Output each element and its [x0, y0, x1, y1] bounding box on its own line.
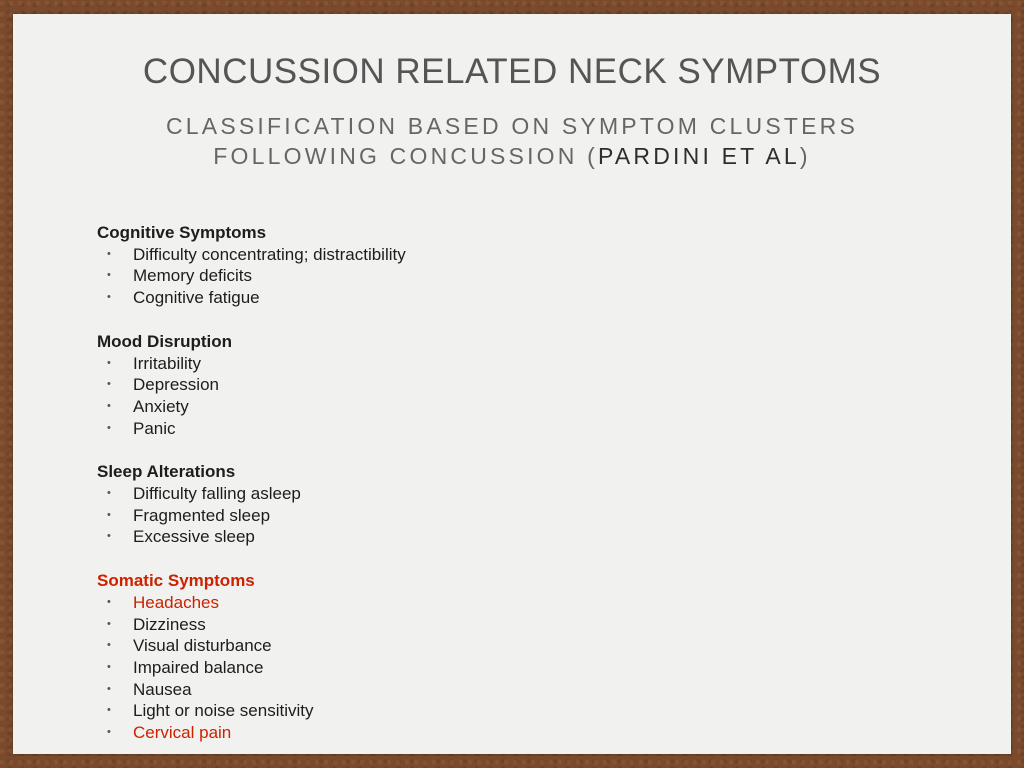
bullet-icon: • [107, 660, 111, 673]
list-item-label: Anxiety [133, 396, 189, 416]
bullet-icon: • [107, 726, 111, 739]
subtitle-line-1: CLASSIFICATION BASED ON SYMPTOM CLUSTERS [165, 113, 859, 139]
bullet-icon: • [107, 530, 111, 543]
list-item-label: Panic [133, 418, 176, 438]
slide-subtitle [0, 111, 1024, 171]
list-item [97, 265, 797, 287]
list-item-label: Dizziness [133, 614, 206, 634]
list-item [97, 635, 797, 657]
list-item [97, 614, 797, 636]
list-item-label: Irritability [133, 353, 202, 373]
subtitle-line-2 [0, 141, 1024, 171]
list-item [97, 287, 797, 309]
list-item-label: Memory deficits [133, 266, 253, 286]
list-item-label: Depression [133, 375, 219, 395]
bullet-icon: • [107, 378, 111, 391]
section-heading-highlighted: Somatic Symptoms [97, 571, 255, 591]
list-item [97, 374, 797, 396]
list-item-label: Difficulty falling asleep [133, 484, 301, 504]
bullet-icon: • [107, 356, 111, 369]
subtitle-line-2-suffix: ) [799, 143, 811, 169]
subtitle-author: PARDINI ET AL [598, 143, 800, 169]
list-item [97, 353, 797, 375]
list-item [97, 396, 797, 418]
section-somatic [97, 570, 797, 744]
list-item-label: Difficulty concentrating; distractibility [133, 244, 406, 264]
list-item [97, 592, 797, 614]
list-item-label: Nausea [133, 679, 192, 699]
list-item-label: Visual disturbance [133, 636, 272, 656]
list-item-label: Fragmented sleep [133, 505, 271, 525]
bullet-icon: • [107, 704, 111, 717]
section-mood [97, 331, 797, 440]
list-item [97, 526, 797, 548]
bullet-icon: • [107, 487, 111, 500]
list-item-label: Impaired balance [133, 657, 264, 677]
symptom-list [97, 222, 797, 766]
bullet-icon: • [107, 421, 111, 434]
list-item-label-highlighted: Headaches [133, 592, 220, 612]
bullet-icon: • [107, 399, 111, 412]
slide-title: CONCUSSION RELATED NECK SYMPTOMS [142, 52, 882, 91]
bullet-icon: • [107, 247, 111, 260]
list-item [97, 505, 797, 527]
list-item-label: Light or noise sensitivity [133, 701, 314, 721]
list-item [97, 418, 797, 440]
section-cognitive [97, 222, 797, 309]
bullet-icon: • [107, 595, 111, 608]
section-sleep [97, 461, 797, 548]
bullet-icon: • [107, 508, 111, 521]
list-item [97, 657, 797, 679]
bullet-icon: • [107, 639, 111, 652]
section-heading: Mood Disruption [97, 331, 233, 351]
list-item [97, 244, 797, 266]
list-item [97, 679, 797, 701]
list-item [97, 722, 797, 744]
list-item-label-highlighted: Cervical pain [133, 723, 232, 743]
bullet-icon: • [107, 291, 111, 304]
section-heading: Cognitive Symptoms [97, 223, 267, 242]
section-heading: Sleep Alterations [97, 462, 236, 482]
bullet-icon: • [107, 682, 111, 695]
bullet-icon: • [107, 617, 111, 630]
subtitle-line-2-prefix: FOLLOWING CONCUSSION ( [213, 143, 599, 169]
list-item [97, 483, 797, 505]
list-item [97, 700, 797, 722]
list-item-label: Excessive sleep [133, 527, 255, 547]
list-item-label: Cognitive fatigue [133, 288, 260, 308]
bullet-icon: • [107, 269, 111, 282]
